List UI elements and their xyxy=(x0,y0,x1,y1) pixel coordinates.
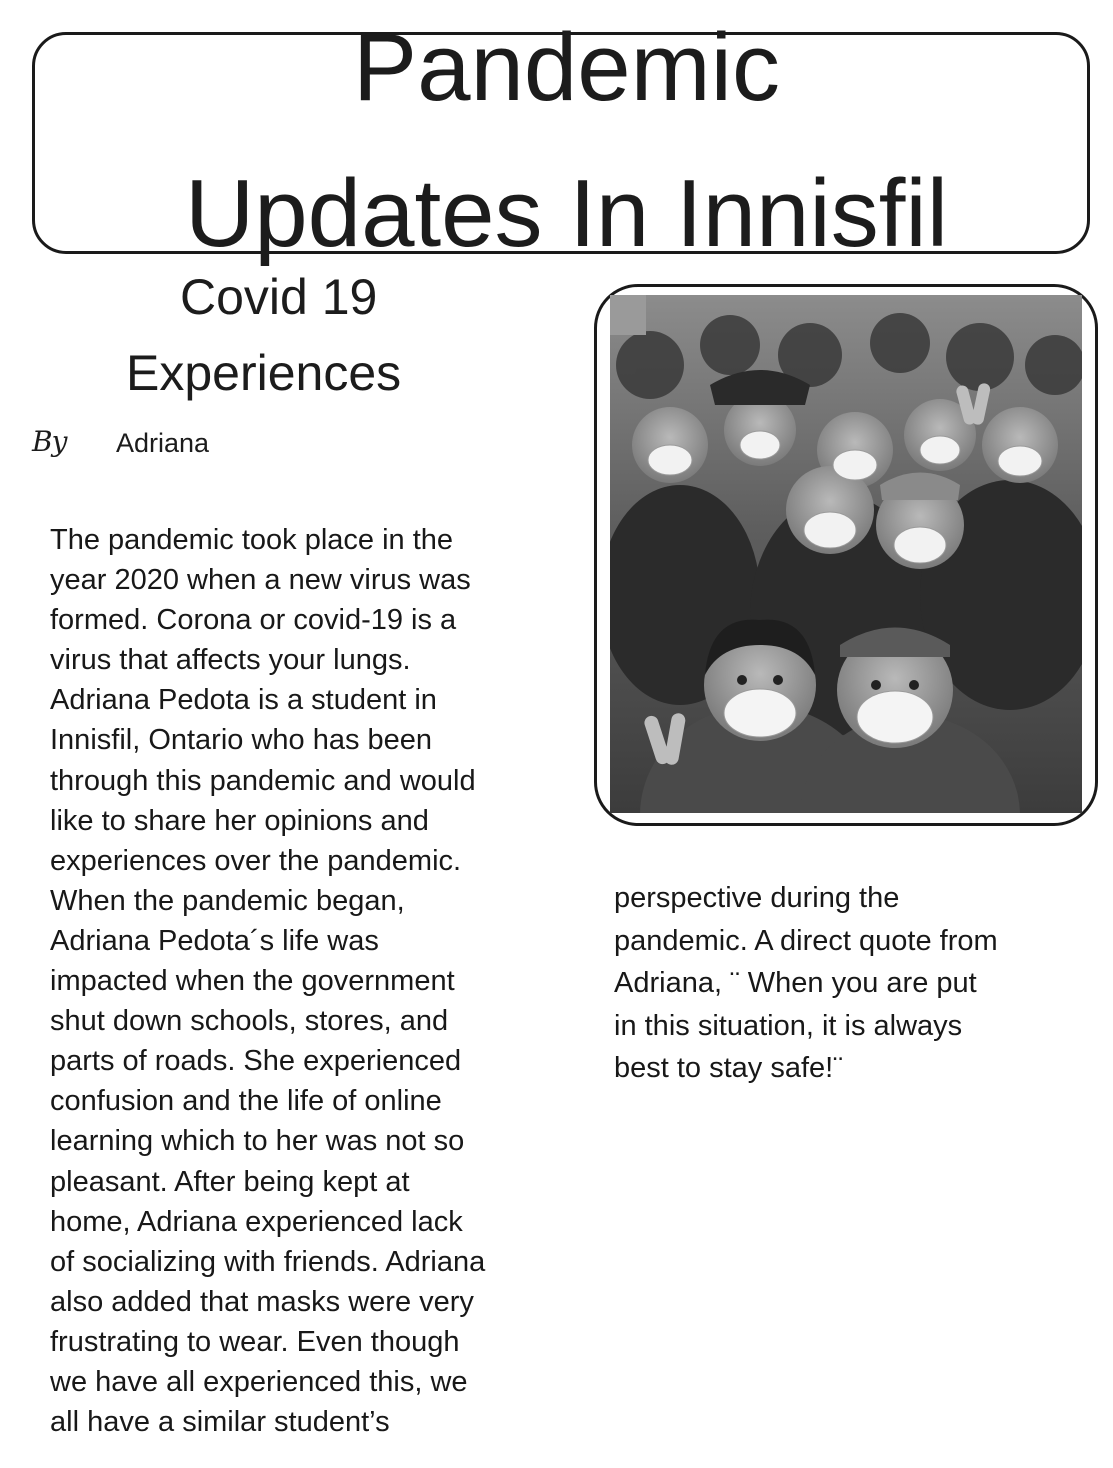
body-text-line: experiences over the pandemic. xyxy=(50,844,462,877)
article-body-left xyxy=(50,520,610,1442)
body-text-line: also added that masks were very xyxy=(50,1285,474,1318)
body-text-line: Innisfil, Ontario who has been xyxy=(50,724,433,757)
body-text-line: perspective during the xyxy=(614,882,900,914)
byline-label: By xyxy=(32,425,67,458)
body-text-line: shut down schools, stores, and xyxy=(50,1005,449,1038)
masthead-title-line-2: Updates In Innisfil xyxy=(184,160,949,267)
body-text-line: The pandemic took place in the xyxy=(50,524,454,556)
article-body-right xyxy=(614,877,1104,1090)
body-text-line: of socializing with friends. Adriana xyxy=(50,1245,486,1278)
body-text-line: home, Adriana experienced lack xyxy=(50,1205,463,1238)
body-text-line: formed. Corona or covid-19 is a xyxy=(50,604,457,637)
body-text-line: impacted when the government xyxy=(50,965,455,998)
body-text-line: in this situation, it is always xyxy=(614,1009,963,1042)
body-text-line: frustrating to wear. Even though xyxy=(50,1325,460,1358)
body-text-line: through this pandemic and would xyxy=(50,764,476,797)
masthead-title-line-1: Pandemic xyxy=(353,14,780,121)
body-text-line: confusion and the life of online xyxy=(50,1085,442,1118)
article-headline-line-1: Covid 19 xyxy=(180,269,378,325)
body-text-line: Adriana, ¨ When you are put xyxy=(614,967,977,999)
body-text-line: parts of roads. She experienced xyxy=(50,1045,462,1078)
body-text-line: learning which to her was not so xyxy=(50,1125,465,1158)
group-selfie-photo xyxy=(610,295,1082,813)
body-text-line: virus that affects your lungs. xyxy=(50,644,411,677)
body-text-line: year 2020 when a new virus was xyxy=(50,564,471,597)
photo-illustration xyxy=(610,295,1082,813)
body-text-line: When the pandemic began, xyxy=(50,884,405,917)
body-text-line: Adriana Pedota is a student in xyxy=(50,684,437,717)
body-text-line: pandemic. A direct quote from xyxy=(614,924,998,957)
body-text-line: best to stay safe!¨ xyxy=(614,1052,843,1084)
body-text-line: like to share her opinions and xyxy=(50,804,429,837)
body-text-line: Adriana Pedota´s life was xyxy=(50,924,379,957)
body-text-line: pleasant. After being kept at xyxy=(50,1165,410,1198)
article-headline-line-2: Experiences xyxy=(126,345,402,401)
body-text-line: we have all experienced this, we xyxy=(50,1365,468,1398)
byline-author: Adriana xyxy=(116,428,210,458)
body-text-line: all have a similar student’s xyxy=(50,1406,390,1439)
